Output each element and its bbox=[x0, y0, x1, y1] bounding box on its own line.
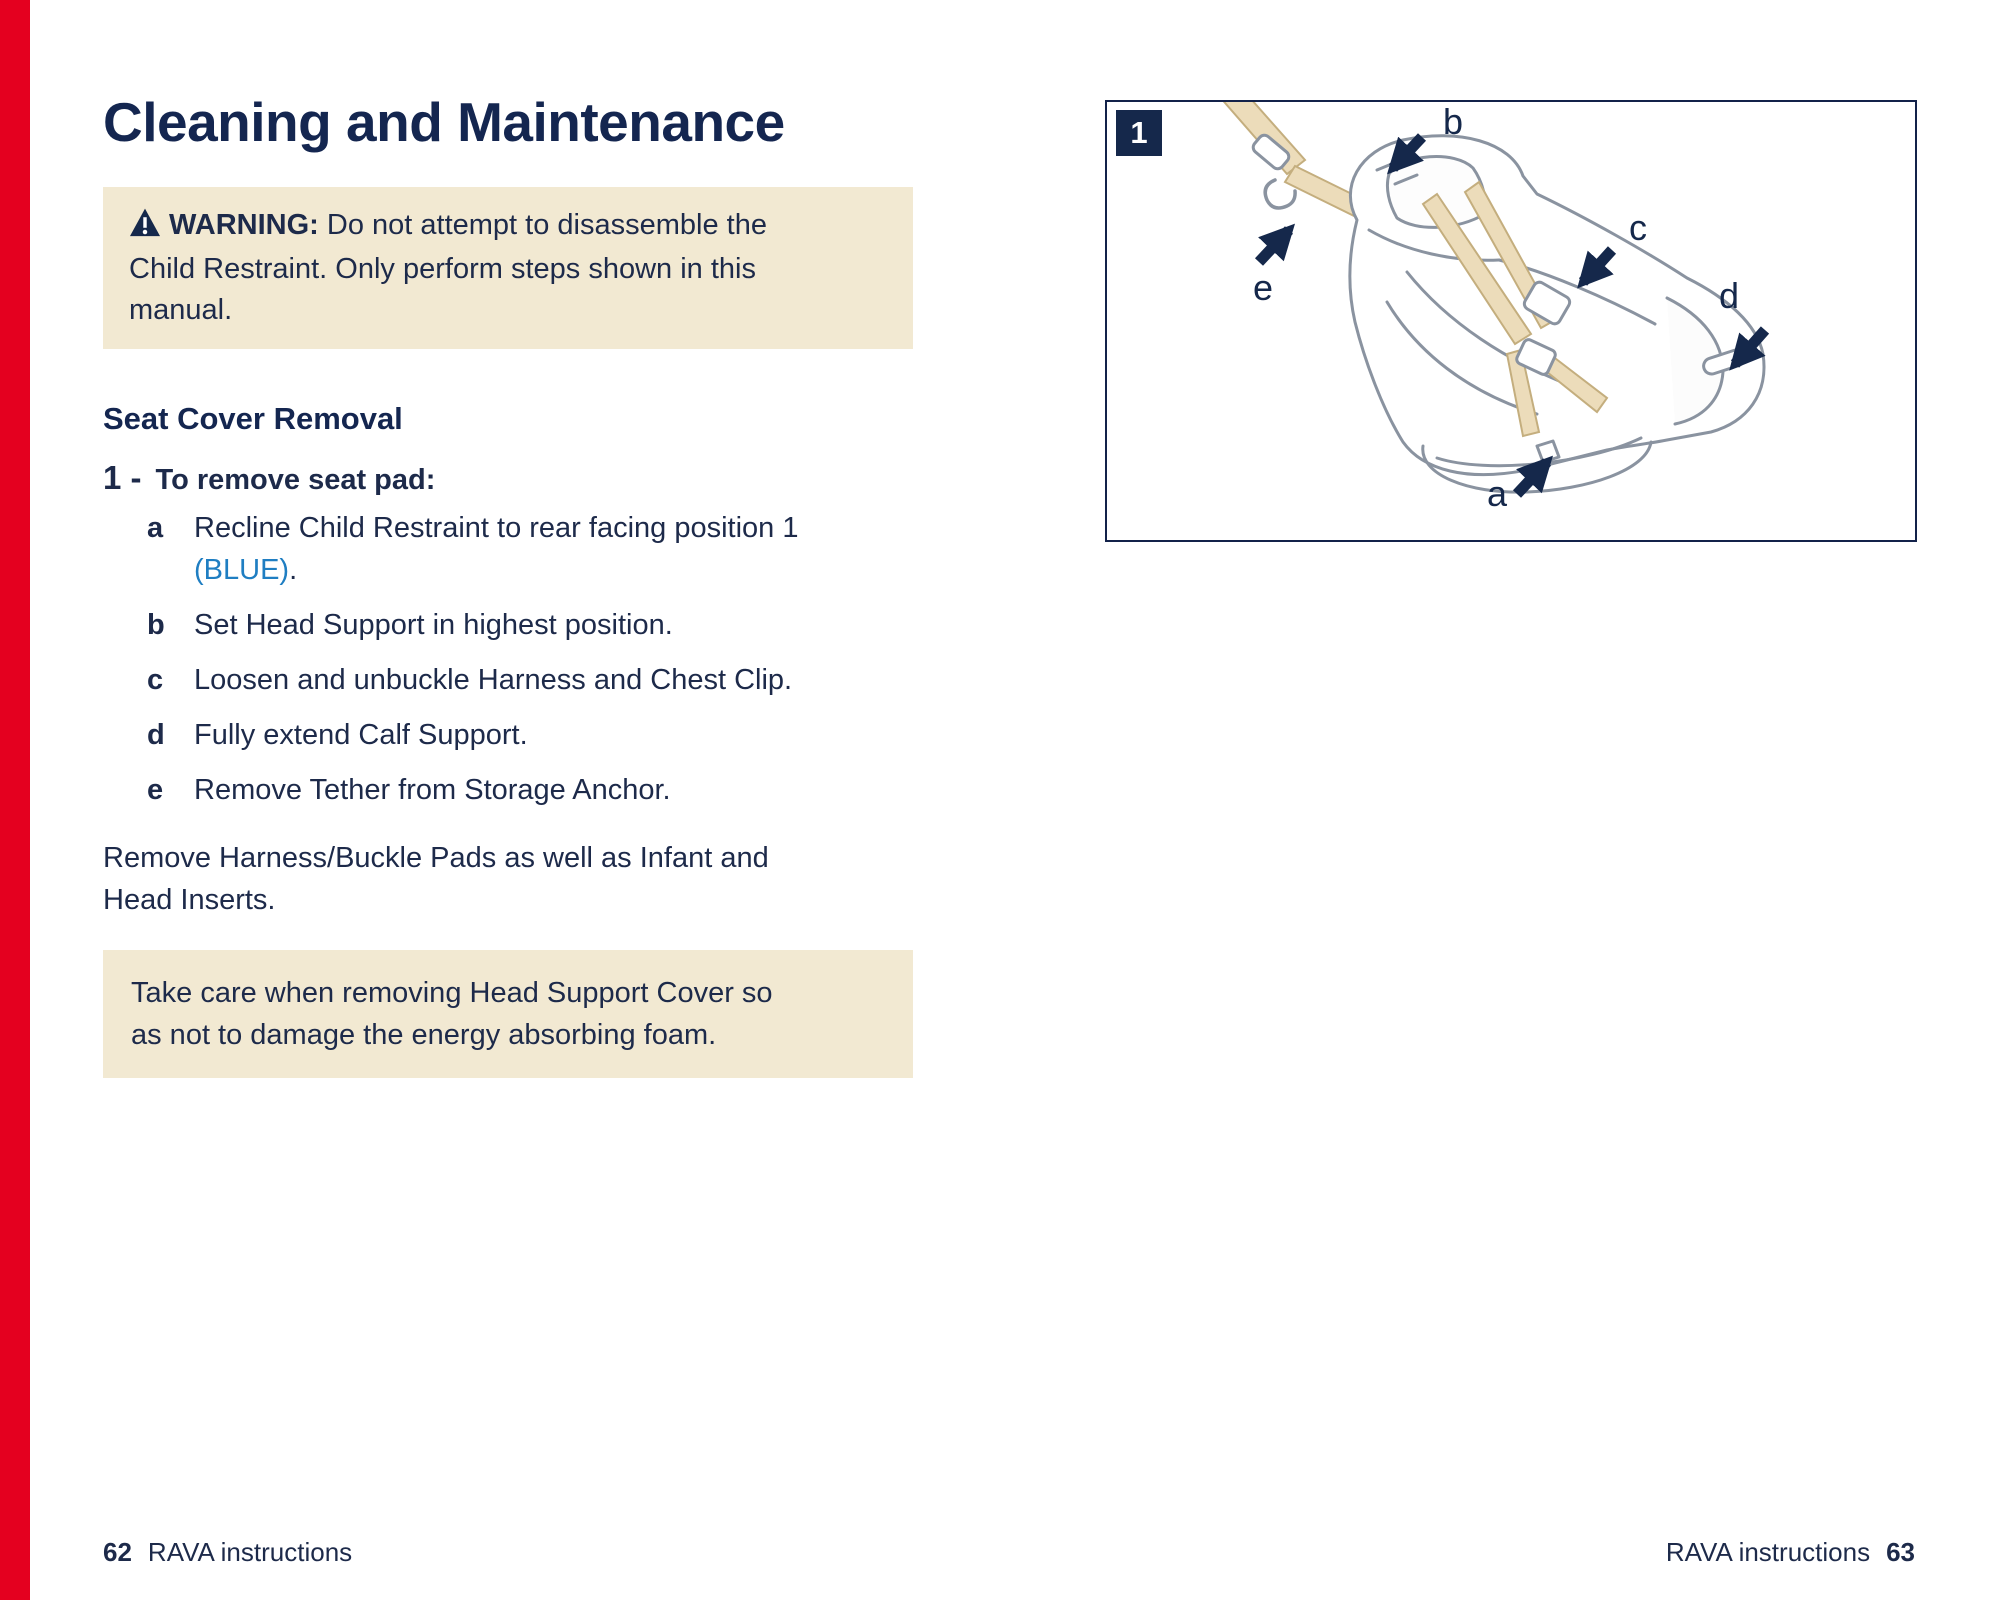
warning-box bbox=[103, 187, 913, 350]
note-box: Take care when removing Head Support Cover so as not to damage the energy absorbing foam. bbox=[103, 950, 913, 1078]
substep-e bbox=[147, 769, 913, 811]
substep-text: Fully extend Calf Support. bbox=[194, 719, 528, 752]
substep-c bbox=[147, 659, 913, 701]
substep-text: Loosen and unbuckle Harness and Chest Clip. bbox=[194, 664, 793, 697]
figure-label-a: a bbox=[1487, 473, 1508, 514]
page-edge-accent bbox=[0, 0, 30, 1600]
warning-label: WARNING: bbox=[169, 208, 319, 241]
step-title: To remove seat pad: bbox=[155, 464, 436, 497]
text-column bbox=[103, 0, 913, 1078]
page-number-left: 62 bbox=[103, 1537, 132, 1567]
figure-number-badge: 1 bbox=[1116, 110, 1162, 156]
substep-text: Set Head Support in highest position. bbox=[194, 609, 673, 642]
substep-list bbox=[103, 507, 913, 811]
step-line bbox=[103, 459, 913, 497]
footer-label-left: RAVA instructions bbox=[147, 1537, 353, 1567]
substep-letter: b bbox=[147, 609, 165, 642]
page-title: Cleaning and Maintenance bbox=[103, 91, 785, 153]
arrow-e bbox=[1259, 230, 1289, 262]
figure-label-b: b bbox=[1443, 102, 1464, 142]
substep-letter: e bbox=[147, 774, 164, 807]
figure-label-d: d bbox=[1719, 275, 1740, 316]
substep-text: Recline Child Restraint to rear facing position 1 (BLUE). bbox=[194, 512, 799, 587]
figure-label-e: e bbox=[1253, 267, 1274, 308]
warning-icon bbox=[129, 208, 161, 249]
car-seat-diagram bbox=[1107, 102, 1915, 540]
substep-letter: a bbox=[147, 512, 164, 545]
substep-a bbox=[147, 507, 913, 591]
substep-d bbox=[147, 714, 913, 756]
substep-letter: c bbox=[147, 664, 164, 697]
warning-text: Do not attempt to disassemble the Child Restraint. Only perform steps shown in this manual. bbox=[129, 208, 767, 326]
blue-highlight: (BLUE) bbox=[194, 554, 290, 587]
figure-label-c: c bbox=[1629, 207, 1647, 248]
footer-right bbox=[1666, 1537, 1915, 1568]
substep-b bbox=[147, 604, 913, 646]
substep-text: Remove Tether from Storage Anchor. bbox=[194, 774, 671, 807]
body-paragraph: Remove Harness/Buckle Pads as well as Infant and Head Inserts. bbox=[103, 842, 769, 917]
substep-letter: d bbox=[147, 719, 165, 752]
step-number: 1 - bbox=[103, 459, 142, 497]
figure-1 bbox=[1105, 100, 1917, 542]
page-number-right: 63 bbox=[1886, 1537, 1915, 1567]
footer-label-right: RAVA instructions bbox=[1665, 1537, 1871, 1567]
footer-left bbox=[103, 1537, 352, 1568]
section-heading: Seat Cover Removal bbox=[103, 401, 403, 437]
